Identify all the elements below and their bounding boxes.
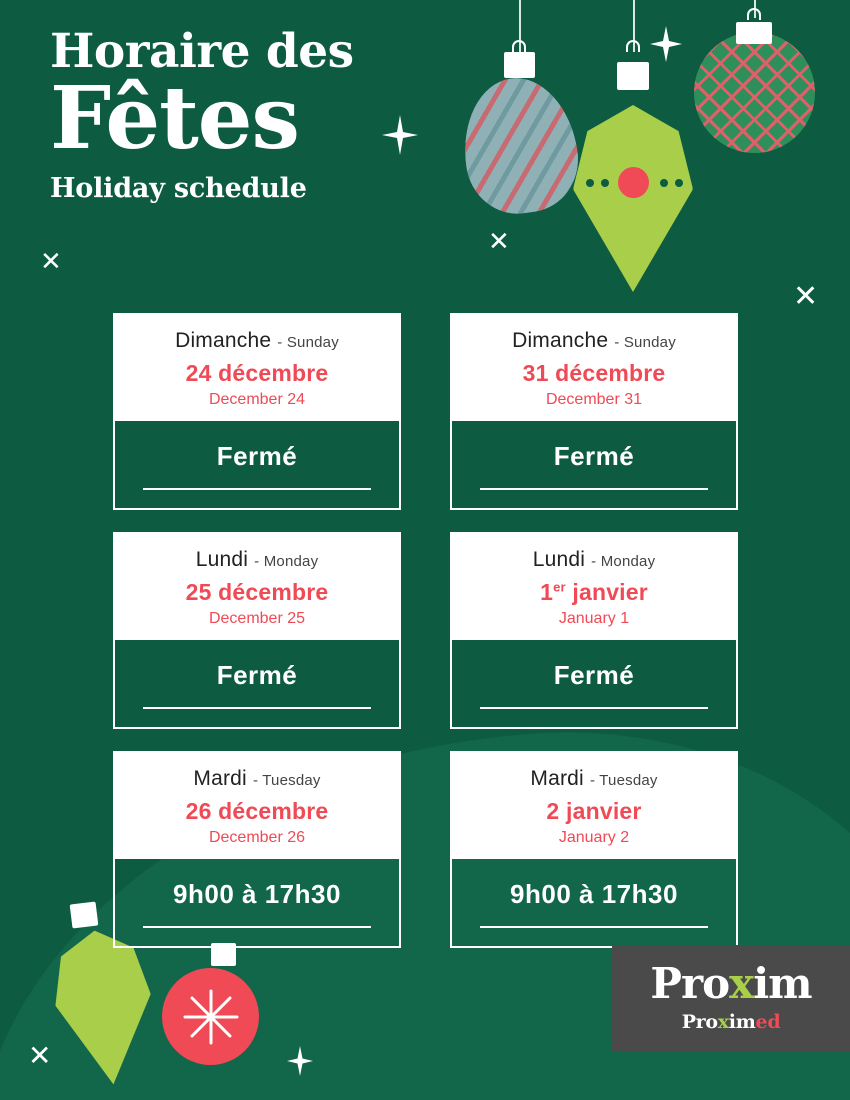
schedule-hours-text: Fermé [553,441,635,471]
brand-logo-name [650,959,812,1008]
schedule-day-fr: Lundi [532,548,586,571]
ornament-teardrop-blue-icon [455,71,585,220]
schedule-day-en: - Sunday [277,334,339,351]
ornament-cap-blue [504,52,535,78]
schedule-date-fr [462,360,726,387]
ornament-dot-3 [660,179,668,187]
schedule-card-hours [115,640,399,727]
ornament-dot-4 [675,179,683,187]
schedule-date-en: December 31 [545,391,643,408]
schedule-card-header [115,753,399,859]
schedule-card [450,313,738,510]
schedule-date-fr-text: 2 janvier [546,798,642,824]
schedule-divider [143,488,371,490]
ornament-ring-ball [747,8,761,20]
schedule-hours-text: Fermé [216,660,298,690]
schedule-card [450,751,738,948]
schedule-card [113,313,401,510]
ornament-cap-ball [736,22,772,44]
ornament-cap-green [617,62,649,90]
schedule-hours-text: 9h00 à 17h30 [173,879,341,909]
ornament-ring-blue [512,40,526,52]
schedule-date-fr-text: 31 décembre [522,360,666,386]
schedule-card-header [452,753,736,859]
brand-logo-pro: Pro [650,959,730,1008]
schedule-day-en: - Sunday [614,334,676,351]
schedule-date-fr-ordinal: er [553,579,566,595]
brand-sub-ed: ed [755,1011,781,1033]
schedule-card-header [452,534,736,640]
sparkle-star-icon-4 [196,1002,226,1032]
brand-sub-x: x [717,1011,729,1033]
schedule-card-hours [115,859,399,946]
schedule-card-grid [113,313,738,970]
schedule-date-fr [125,360,389,387]
schedule-day-fr: Mardi [193,767,247,790]
schedule-date-fr [125,579,389,606]
schedule-date-fr-text: 24 décembre [185,360,329,386]
schedule-divider [480,488,708,490]
x-sparkle-icon-2: ✕ [488,226,510,256]
schedule-divider [143,707,371,709]
schedule-day-line [125,767,389,791]
schedule-card-hours [115,421,399,508]
schedule-date-fr-text: 26 décembre [185,798,329,824]
schedule-card-hours [452,421,736,508]
schedule-date-en: December 26 [208,829,306,846]
sparkle-star-icon-2 [650,26,682,67]
schedule-day-en: - Monday [254,553,319,570]
x-sparkle-icon-1: ✕ [40,246,62,276]
title-line-1: Horaire des [50,24,354,79]
schedule-day-line [125,548,389,572]
ornament-ring-green [626,40,640,52]
schedule-card-hours [452,859,736,946]
schedule-card-header [115,315,399,421]
schedule-card-header [115,534,399,640]
page-subtitle: Holiday schedule [50,173,307,205]
schedule-hours-text: Fermé [553,660,635,690]
schedule-day-fr: Lundi [195,548,249,571]
schedule-divider [480,707,708,709]
schedule-day-line [462,548,726,572]
ornament-dot-1 [586,179,594,187]
sparkle-star-icon-1 [382,115,418,160]
schedule-date-fr-month: janvier [572,579,648,605]
page-title-block [50,24,354,205]
schedule-date-fr [125,798,389,825]
schedule-day-en: - Monday [591,553,656,570]
x-sparkle-icon-4: ✕ [28,1040,52,1071]
schedule-date-en: December 24 [208,391,306,408]
ornament-ball-green-icon [694,32,815,153]
schedule-day-line [462,767,726,791]
schedule-day-line [462,329,726,353]
schedule-date-fr [462,579,726,606]
schedule-divider [480,926,708,928]
ornament-teardrop-green-icon [573,105,693,292]
schedule-date-fr-text: 25 décembre [185,579,329,605]
title-line-2: Fêtes [50,68,299,169]
schedule-divider [143,926,371,928]
schedule-day-fr: Dimanche [175,329,272,352]
brand-logo-im: im [753,959,812,1008]
x-sparkle-icon-3: ✕ [793,280,819,313]
schedule-card-hours [452,640,736,727]
schedule-day-en: - Tuesday [589,772,658,789]
brand-logo-sub [682,1011,781,1033]
brand-sub-im: im [728,1011,756,1033]
ornament-cap-green-bottom [70,902,99,929]
schedule-date-en: January 1 [558,610,630,627]
brand-sub-pro: Pro [681,1011,718,1033]
schedule-day-fr: Mardi [530,767,584,790]
schedule-hours-text: Fermé [216,441,298,471]
sparkle-star-icon-3 [287,1046,313,1081]
schedule-hours-text: 9h00 à 17h30 [510,879,678,909]
schedule-day-en: - Tuesday [252,772,321,789]
ornament-dot-2 [601,179,609,187]
schedule-date-fr [462,798,726,825]
schedule-card [450,532,738,729]
ornament-center-dot-icon [618,167,649,198]
brand-logo-x: x [729,959,754,1008]
schedule-date-en: January 2 [558,829,630,846]
schedule-date-en: December 25 [208,610,306,627]
schedule-card [113,751,401,948]
schedule-card-header [452,315,736,421]
schedule-date-fr-day: 1 [540,579,554,605]
schedule-day-line [125,329,389,353]
schedule-card [113,532,401,729]
schedule-day-fr: Dimanche [512,329,609,352]
brand-logo [612,945,850,1051]
